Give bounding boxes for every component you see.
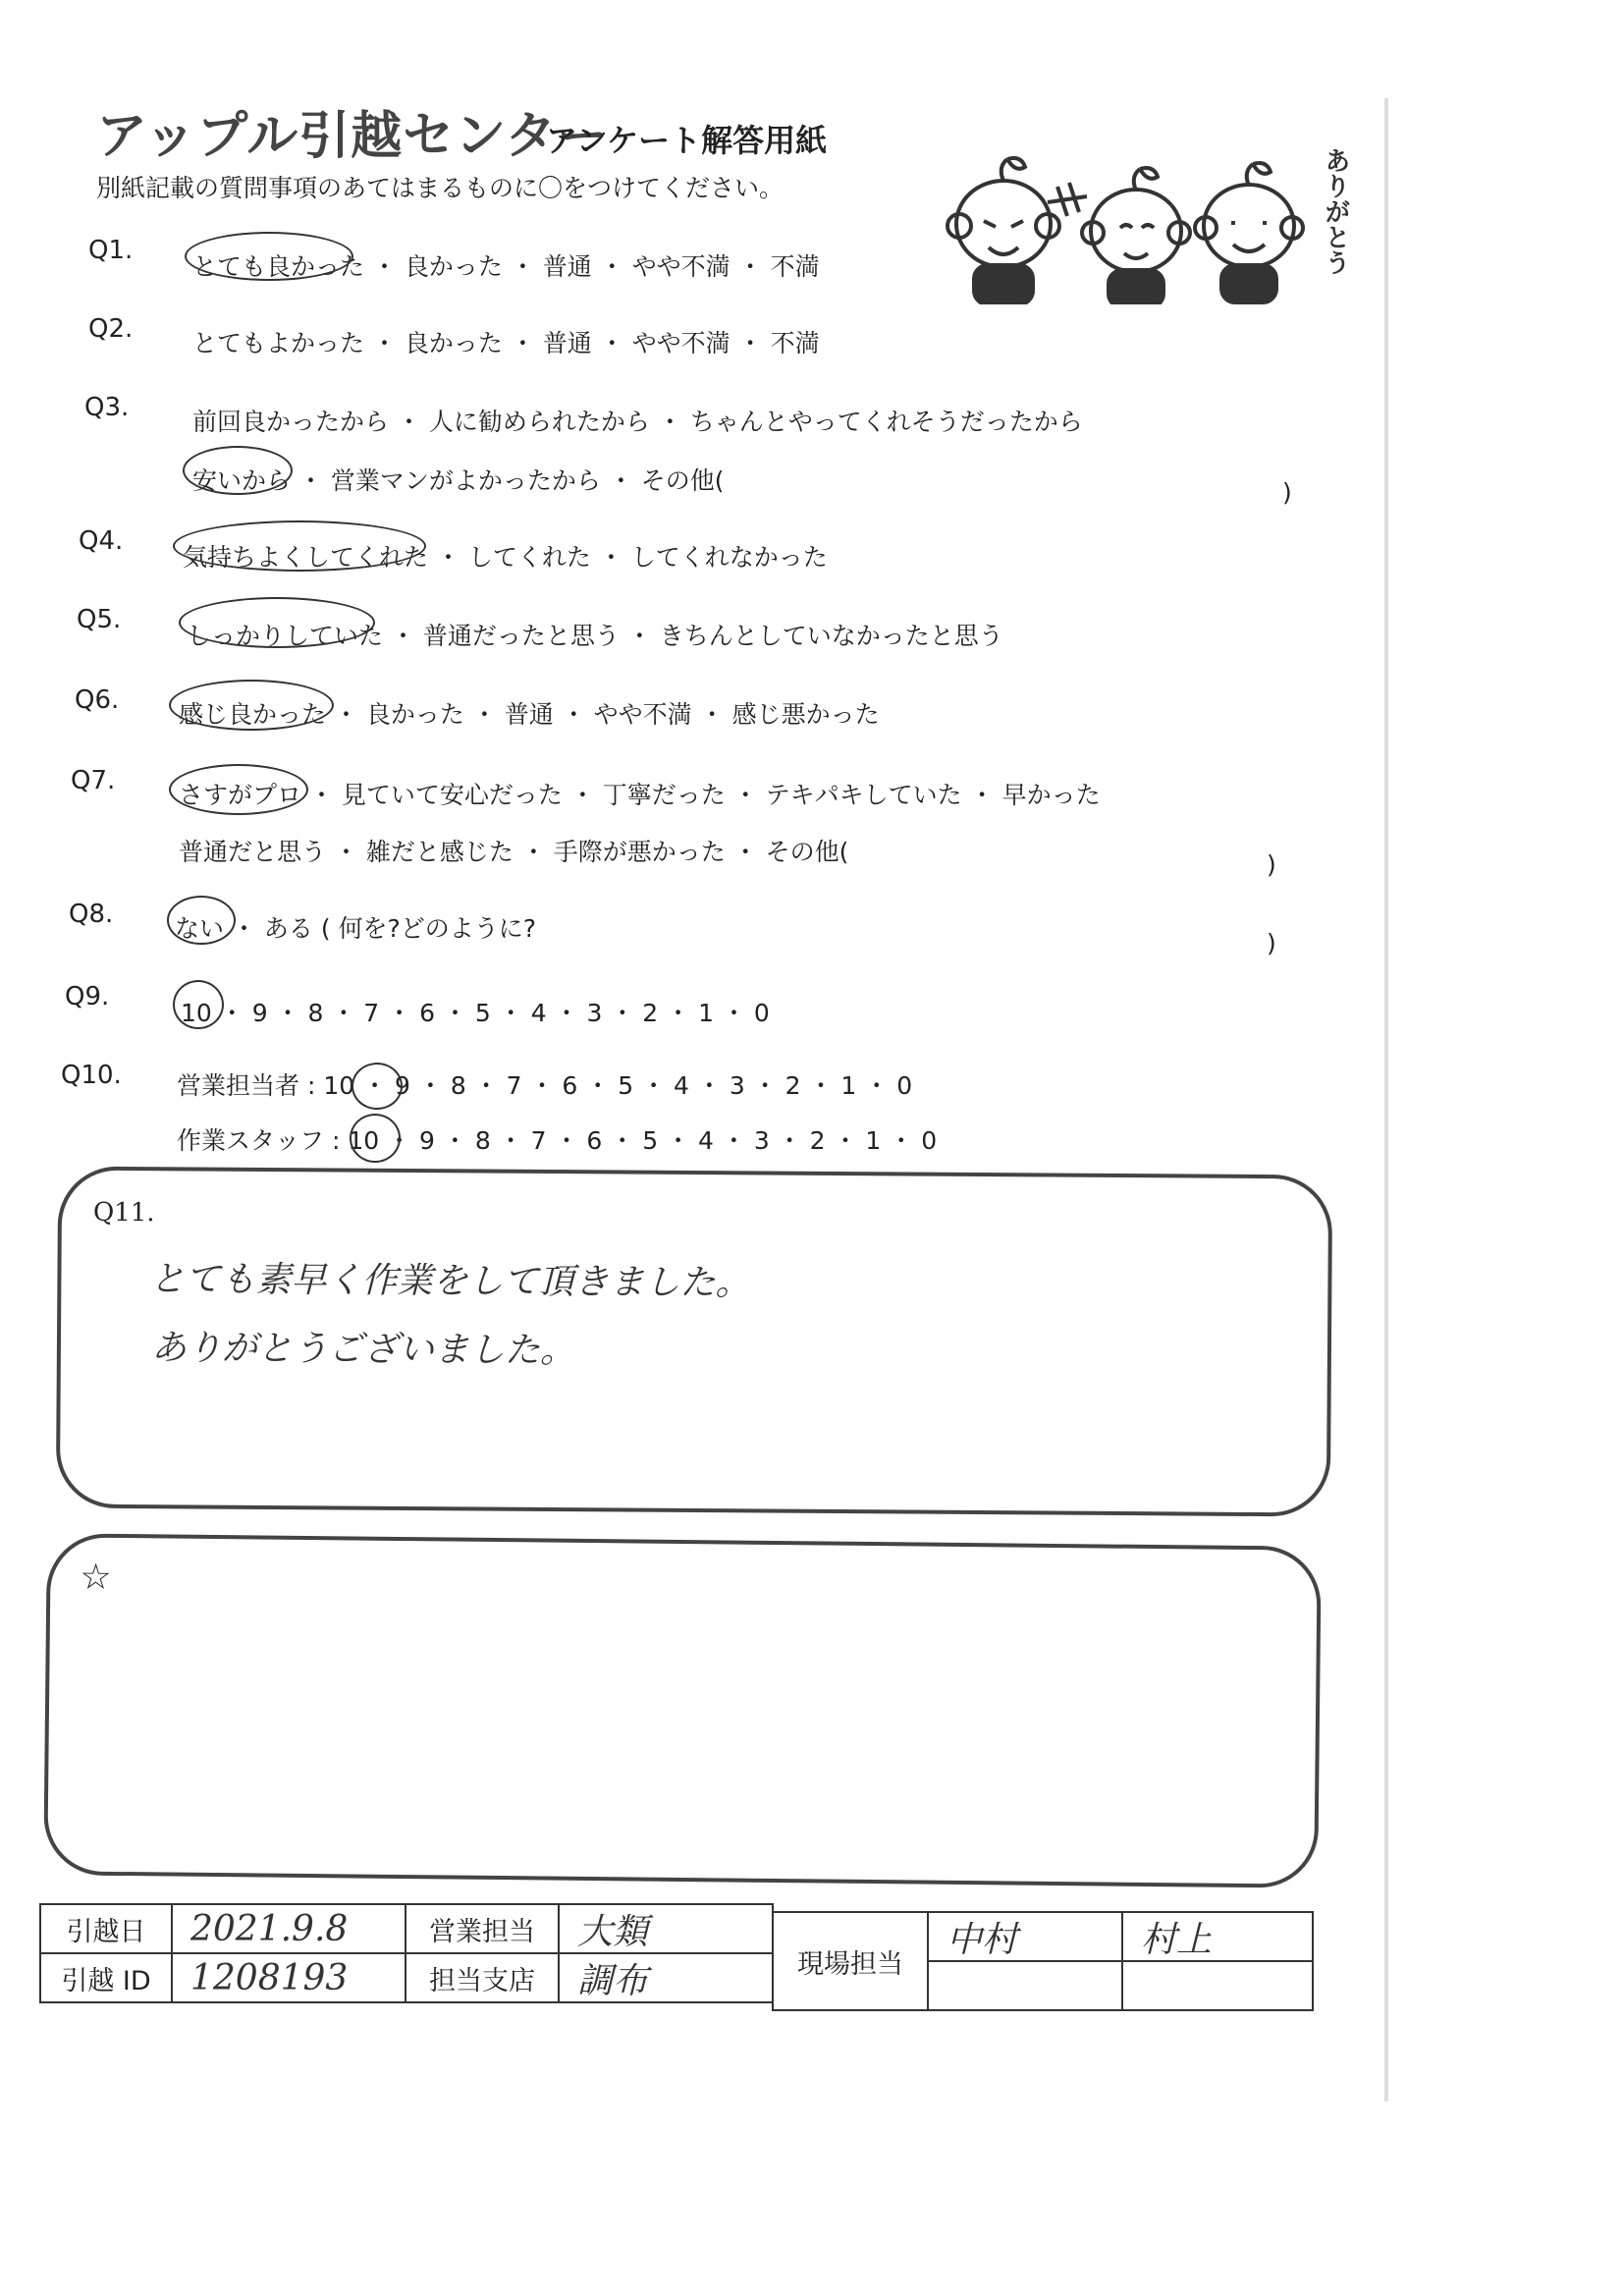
- q9-scale: 10 ・ 9 ・ 8 ・ 7 ・ 6 ・ 5 ・ 4 ・ 3 ・ 2 ・ 1 ・ 0: [181, 999, 770, 1027]
- q8-label: Q8.: [69, 900, 114, 929]
- q11-comment-line1: とても素早く作業をして頂きました。: [149, 1259, 751, 1304]
- q11-comment-line2: ありがとうございました。: [150, 1328, 576, 1372]
- q8-options: ない ・ ある ( 何を?どのように?: [175, 914, 537, 943]
- form-subtitle: アンケート解答用紙: [546, 122, 828, 159]
- q11-comment-box: [56, 1166, 1332, 1516]
- q2-options: とてもよかった ・ 良かった ・ 普通 ・ やや不満 ・ 不満: [192, 329, 820, 357]
- q6-options: 感じ良かった ・ 良かった ・ 普通 ・ やや不満 ・ 感じ悪かった: [179, 700, 880, 729]
- free-comment-box: [43, 1533, 1322, 1888]
- mascot-illustration: [895, 128, 1327, 304]
- q3-label: Q3.: [84, 393, 130, 422]
- q3-options-line1: 前回良かったから ・ 人に勧められたから ・ ちゃんとやってくれそうだったから: [192, 408, 1083, 436]
- site-staff-4-empty: [1121, 1960, 1314, 2011]
- move-date-label: 引越日: [39, 1903, 173, 1954]
- q5-answer-circle: [179, 597, 375, 648]
- move-id-label: 引越 ID: [39, 1952, 173, 2003]
- q7-label: Q7.: [71, 766, 116, 795]
- q3-answer-circle: [183, 446, 293, 495]
- q1-answer-circle: [185, 232, 353, 281]
- q1-label: Q1.: [88, 236, 134, 265]
- q3-options-line2: 安いから ・ 営業マンがよかったから ・ その他(: [192, 466, 725, 495]
- q7-answer-circle: [169, 764, 308, 815]
- q5-label: Q5.: [77, 605, 122, 634]
- sales-label: 営業担当: [405, 1903, 560, 1954]
- site-staff-3-empty: [927, 1960, 1123, 2011]
- q4-options: 気持ちよくしてくれた ・ してくれた ・ してくれなかった: [183, 543, 828, 572]
- page-edge-shadow: [1384, 98, 1388, 2102]
- site-staff-label: 現場担当: [772, 1911, 929, 2011]
- q2-label: Q2.: [88, 314, 134, 344]
- q4-answer-circle: [173, 520, 426, 572]
- q3-close-paren: ): [1282, 478, 1292, 507]
- q10-staff-answer-circle: [350, 1114, 401, 1163]
- q8-answer-circle: [167, 896, 236, 945]
- q8-close-paren: ): [1267, 929, 1276, 957]
- q7-options-line2: 普通だと思う ・ 雑だと感じた ・ 手際が悪かった ・ その他(: [179, 838, 849, 866]
- site-staff-2: 村上: [1121, 1911, 1314, 1962]
- site-staff-1: 中村: [927, 1911, 1123, 1962]
- q6-answer-circle: [169, 680, 334, 731]
- q11-label: Q11.: [92, 1197, 155, 1229]
- q7-close-paren: ): [1267, 850, 1276, 879]
- mascot-caption: ありがとう: [1321, 147, 1350, 275]
- move-id-value: 1208193: [171, 1952, 406, 2003]
- move-date-value: 2021.9.8: [171, 1903, 406, 1954]
- q5-options: しっかりしていた ・ 普通だったと思う ・ きちんとしていなかったと思う: [187, 622, 1003, 650]
- star-icon: ☆: [80, 1557, 112, 1598]
- q10-sales-scale: 営業担当者 : 10 ・ 9 ・ 8 ・ 7 ・ 6 ・ 5 ・ 4 ・ 3 ・ 2 ・ 1 ・ 0: [177, 1071, 913, 1100]
- q10-label: Q10.: [61, 1061, 122, 1090]
- branch-value: 調布: [558, 1952, 774, 2003]
- q1-options: とても良かった ・ 良かった ・ 普通 ・ やや不満 ・ 不満: [192, 252, 820, 281]
- sales-value: 大類: [558, 1903, 774, 1954]
- q7-options-line1: さすがプロ ・ 見ていて安心だった ・ 丁寧だった ・ テキパキしていた ・ 早かった: [179, 781, 1101, 809]
- q9-label: Q9.: [65, 982, 110, 1011]
- brand-title: アップル引越センター: [96, 107, 610, 166]
- q10-staff-scale: 作業スタッフ : 10 ・ 9 ・ 8 ・ 7 ・ 6 ・ 5 ・ 4 ・ 3 ・ 2 ・ 1 ・ 0: [177, 1126, 938, 1155]
- q9-answer-circle: [173, 980, 224, 1029]
- branch-label: 担当支店: [405, 1952, 560, 2003]
- footer-info-table: [39, 1903, 1314, 2052]
- q10-sales-answer-circle: [352, 1063, 403, 1110]
- q6-label: Q6.: [75, 685, 120, 715]
- q4-label: Q4.: [79, 526, 124, 556]
- instruction-text: 別紙記載の質問事項のあてはまるものに〇をつけてください。: [96, 174, 784, 202]
